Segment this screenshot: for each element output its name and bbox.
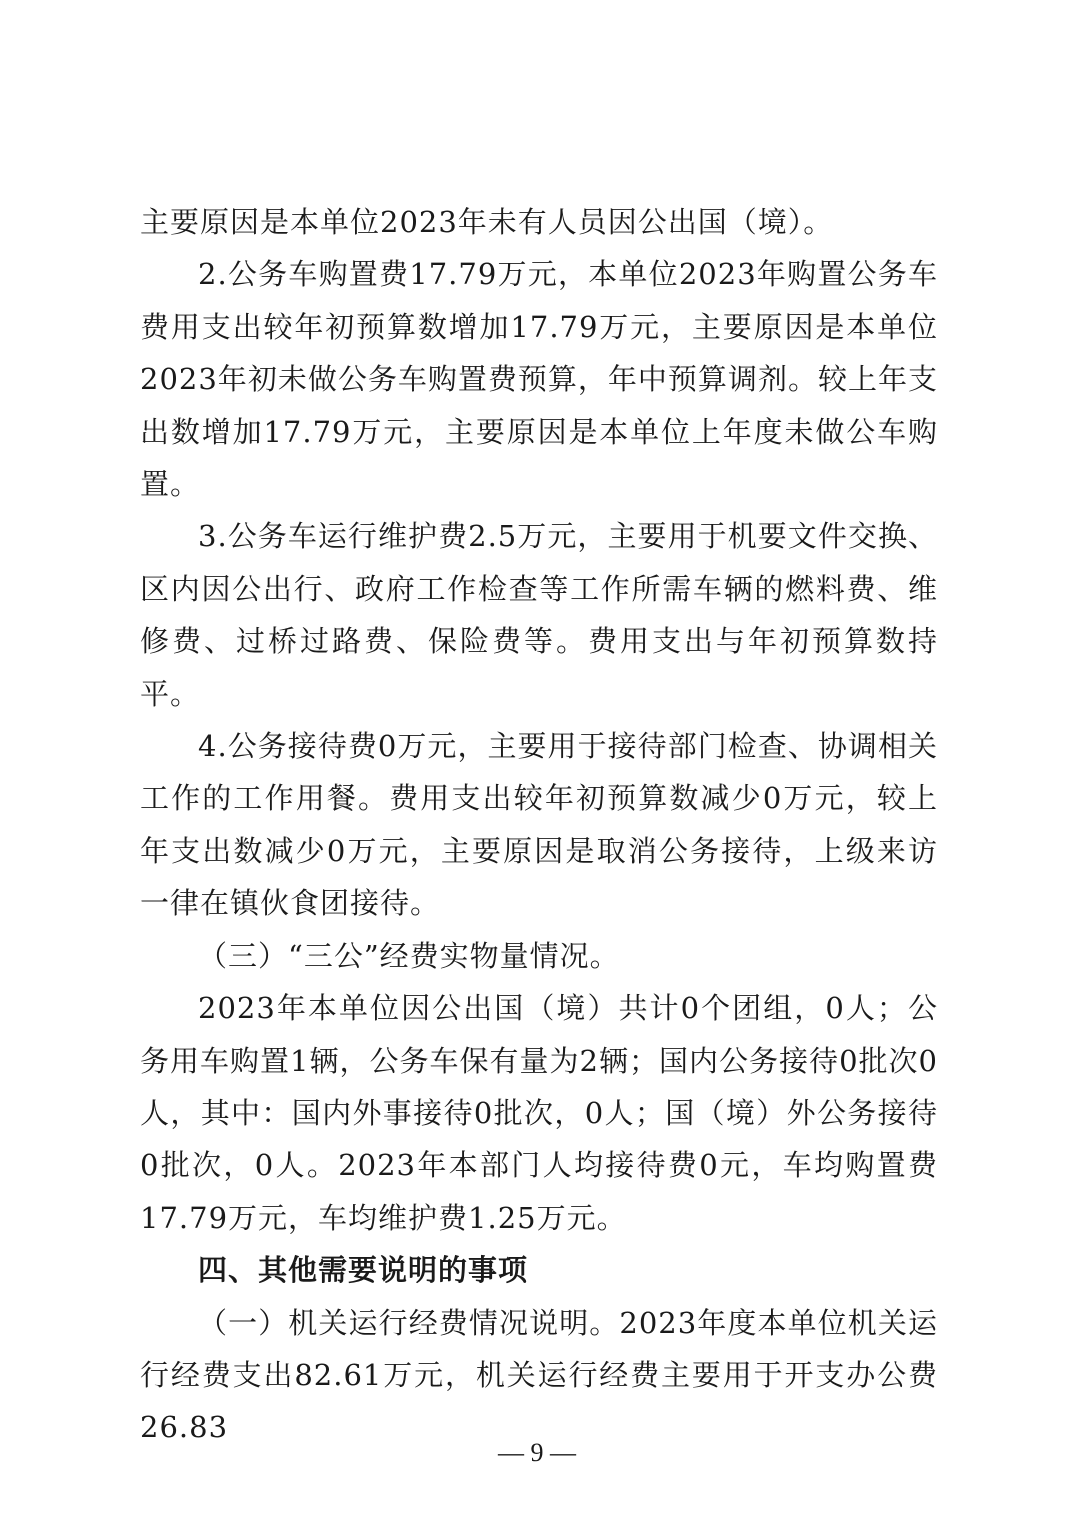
paragraph-physical-quantity: 2023年本单位因公出国（境）共计0个团组，0人；公务用车购置1辆，公务车保有量为2辆；国内公务接待0批次0人，其中：国内外事接待0批次，0人；国（境）外公务接待0批次，0人。2023年本部门人均接待费0元，车均购置费17.79万元，车均维护费1.25万元。: [140, 991, 938, 1235]
paragraph-reception: 4.公务接待费0万元，主要用于接待部门检查、协调相关工作的工作用餐。费用支出较年初预算数减少0万元，较上年支出数减少0万元，主要原因是取消公务接待，上级来访一律在镇伙食团接待。: [140, 729, 938, 921]
section-heading-other-matters: 四、其他需要说明的事项: [198, 1253, 529, 1288]
paragraph-operating-expenses: （一）机关运行经费情况说明。2023年度本单位机关运行经费支出82.61万元，机关运行经费主要用于开支办公费26.83: [140, 1305, 938, 1445]
body-text: [140, 196, 938, 1454]
paragraph-vehicle-maintenance: 3.公务车运行维护费2.5万元，主要用于机要文件交换、区内因公出行、政府工作检查等工作所需车辆的燃料费、维修费、过桥过路费、保险费等。费用支出与年初预算数持平。: [140, 519, 938, 711]
paragraph-vehicle-purchase: 2.公务车购置费17.79万元，本单位2023年购置公务车费用支出较年初预算数增加17.79万元，主要原因是本单位2023年初未做公务车购置费预算，年中预算调剂。较上年支出数增加17.79万元，主要原因是本单位上年度未做公车购置。: [140, 257, 938, 502]
paragraph-continuation: 主要原因是本单位2023年未有人员因公出国（境）。: [140, 205, 834, 239]
subheading-physical-quantity: （三）“三公”经费实物量情况。: [198, 938, 620, 973]
page-number: — 9 —: [498, 1438, 576, 1467]
